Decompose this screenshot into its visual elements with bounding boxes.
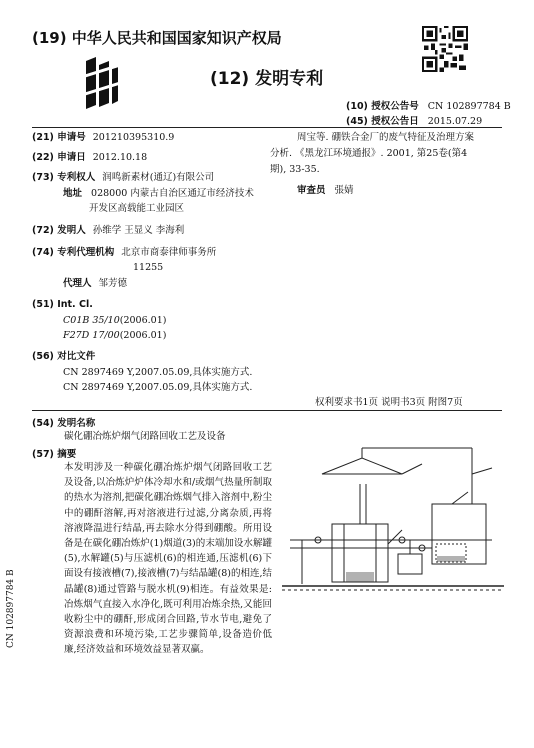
inventor-label: (72) 发明人 [32,225,86,236]
document-type: (12) 发明专利 [210,69,324,89]
application-date-row [32,151,147,164]
abstract-text: 本发明涉及一种碳化硼冶炼炉烟气闭路回收工艺及设备,以冶炼炉炉体冷却水和/或烟气热量所制取的热水为溶剂,把碳化硼冶炼烟气排入溶剂中,粉尘中的硼酐溶解,再对溶液进行过滤,分离杂质,再将溶液降温进行结晶,再去除水分得到硼酸。所用设备是在碳化硼冶炼炉(1)烟道(3)的末端加设水解罐(5),水解罐(5)与压滤机(6)的相连通,压滤机(6)下面设有接液槽(7),接液槽(7)与结晶罐(8)的相连,结晶罐(8)通过管路与脱水机(9)相连。有益效果是:冶炼烟气直接入水净化,既可利用冶炼余热,又能回收粉尘中的硼酐,形成闭合回路,节水节电,避免了资源浪费和环境污染,工艺步骤简单,设备造价低廉,经济效益和环境效益显著双赢。 [64,462,272,656]
references-heading: (56) 对比文件 [32,351,96,362]
cnipa-logo [82,55,120,111]
int-cl-1-date: (2006.01) [119,315,167,326]
patentee-row [32,171,214,184]
section-rule [32,410,502,411]
int-cl-1 [63,314,166,327]
agency-label: (74) 专利代理机构 [32,247,115,258]
address-line-1: 028000 内蒙古自治区通辽市经济技术 [91,188,254,199]
pub-number-label: (10) 授权公告号 [346,101,419,112]
inventors: 孙维学 王显义 李海利 [92,225,185,236]
office-name: (19) 中华人民共和国国家知识产权局 [32,29,282,47]
patentee: 润鸣新素材(通辽)有限公司 [102,172,215,183]
agency-row [32,246,216,259]
pub-number: CN 102897784 B [427,101,511,112]
header-rule [32,127,502,128]
int-cl-2-date: (2006.01) [119,330,167,341]
application-number: 201210395310.9 [92,132,175,143]
pub-date: 2015.07.29 [427,116,483,127]
patentee-label: (73) 专利权人 [32,172,96,183]
int-cl-heading: (51) Int. Cl. [32,299,93,310]
reference-1: CN 2897469 Y,2007.05.09,具体实施方式. [63,367,253,378]
examiner: 張婧 [334,185,354,196]
examiner-label: 审查员 [297,185,326,196]
int-cl-2-code: F27D 17/00 [63,330,120,341]
nonpatent-ref-line-3: 期), 33-35. [270,164,320,175]
apparatus-drawing [282,444,504,604]
int-cl-1-code: C01B 35/10 [63,315,120,326]
application-number-row [32,131,174,144]
agent-label: 代理人 [63,278,92,289]
abstract-label: (57) 摘要 [32,449,77,460]
address-row [63,187,254,200]
pages-summary: 权利要求书1页 说明书3页 附图7页 [315,397,463,408]
vertical-publication-number: CN 102897784 B [6,569,16,648]
hood-shape [322,458,402,474]
invention-title: 碳化硼冶炼炉烟气闭路回收工艺及设备 [64,431,226,442]
application-date-label: (22) 申请日 [32,152,86,163]
address-line-2: 开发区高载能工业园区 [89,203,185,214]
title-label: (54) 发明名称 [32,418,96,429]
qr-code [422,26,468,72]
agent-row [63,277,127,290]
pub-number-row [346,100,511,113]
address-label: 地址 [63,188,83,199]
application-date: 2012.10.18 [92,152,148,163]
agency: 北京市商泰律师事务所 [121,247,217,258]
application-number-label: (21) 申请号 [32,132,86,143]
int-cl-label [32,298,93,311]
examiner-row [297,184,354,197]
nonpatent-ref-line-2: 分析. 《黑龙江环境通报》. 2001, 第25卷(第4 [270,148,468,159]
reference-2: CN 2897469 Y,2007.05.09,具体实施方式. [63,382,253,393]
agency-code: 11255 [133,262,164,273]
nonpatent-ref-line-1: 周宝等. 硼铁合金厂的废气特征及治理方案 [297,132,475,143]
inventor-row [32,224,184,237]
int-cl-2 [63,329,166,342]
pub-date-label: (45) 授权公告日 [346,116,419,127]
references-label [32,350,95,363]
agent: 邹芳德 [98,278,128,289]
